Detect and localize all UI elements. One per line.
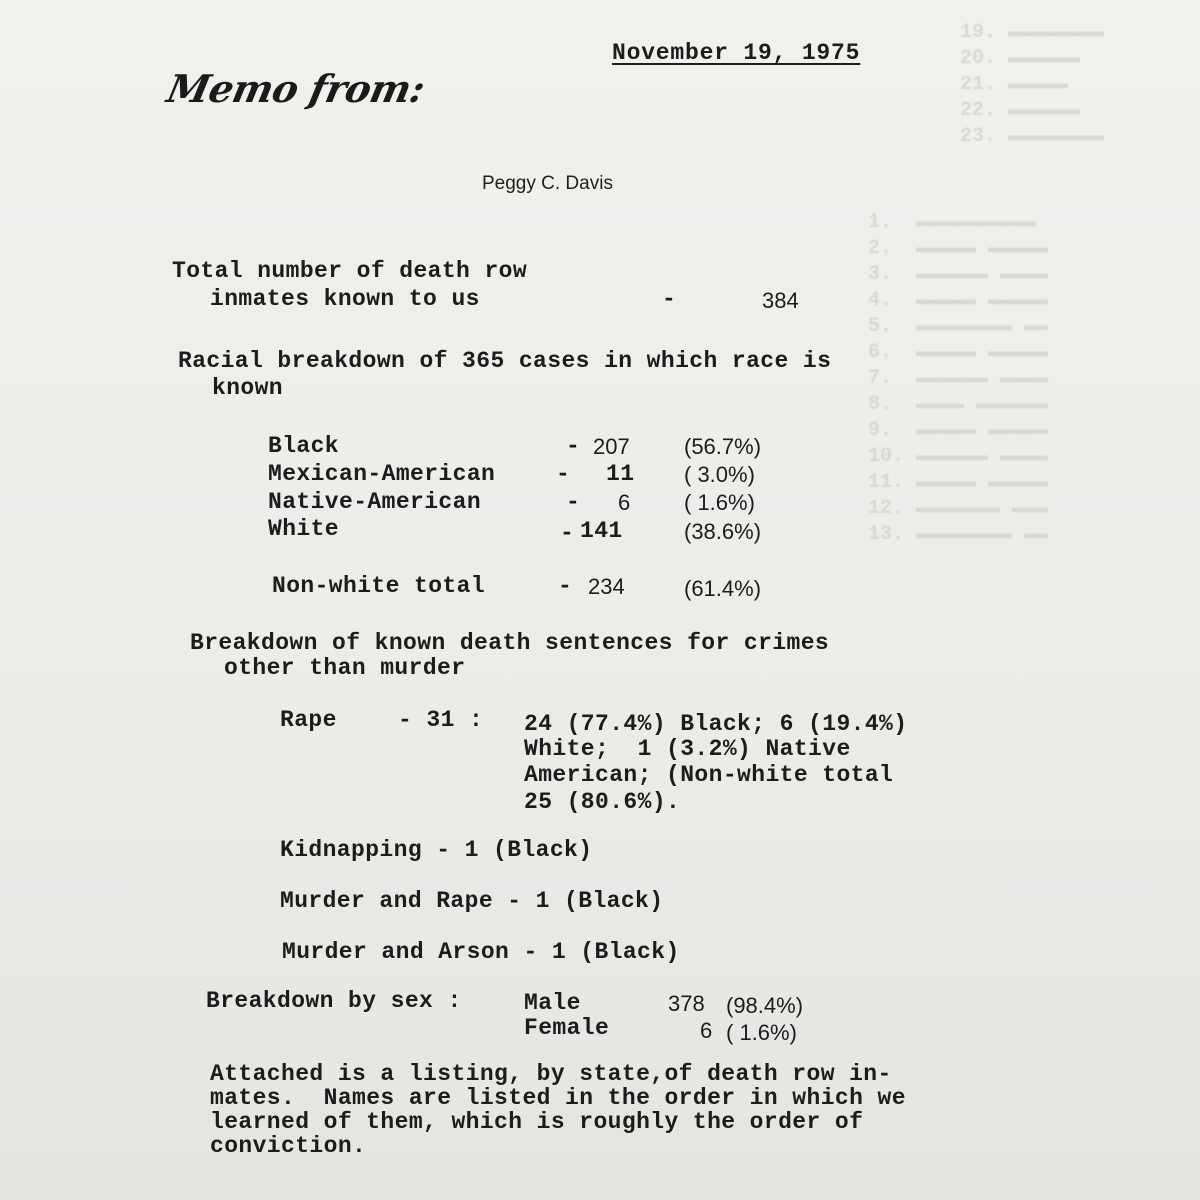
rape-detail-line3: American; (Non-white total	[524, 762, 894, 788]
memo-from-heading: Memo from:	[163, 66, 429, 111]
murder-rape-line: Murder and Rape - 1 (Black)	[280, 888, 664, 914]
memo-date: November 19, 1975	[612, 40, 861, 66]
race-pct: (56.7%)	[684, 434, 762, 459]
race-label: Native-American	[268, 489, 482, 515]
rape-detail-line4: 25 (80.6%).	[524, 789, 681, 815]
race-pct: ( 3.0%)	[684, 462, 755, 487]
total-label-line2: inmates known to us	[210, 286, 480, 312]
sex-male-label: Male	[524, 990, 581, 1016]
crimes-heading-line1: Breakdown of known death sentences for crimes	[190, 630, 830, 656]
race-label: White	[268, 516, 340, 542]
sex-male-pct: (98.4%)	[726, 993, 804, 1018]
sex-breakdown-label: Breakdown by sex :	[206, 988, 462, 1014]
sex-female-label: Female	[524, 1015, 610, 1041]
closing-line: learned of them, which is roughly the order of	[210, 1109, 864, 1135]
sex-female-pct: ( 1.6%)	[726, 1020, 797, 1045]
bleed-through-text: 19. ▬▬▬▬▬▬▬▬ 20. ▬▬▬▬▬▬ 21. ▬▬▬▬▬ 22. ▬▬▬▬▬▬ 23. ▬▬▬▬▬▬▬▬	[960, 21, 1105, 148]
total-dash: -	[662, 286, 677, 312]
sex-male-count: 378	[668, 991, 705, 1016]
race-pct: (38.6%)	[684, 519, 762, 544]
kidnapping-line: Kidnapping - 1 (Black)	[280, 837, 593, 863]
rape-detail-line2: White; 1 (3.2%) Native	[524, 736, 851, 762]
race-dash: -	[556, 461, 571, 487]
race-count: 207	[593, 434, 630, 459]
memo-author: Peggy C. Davis	[482, 173, 613, 194]
crimes-heading-line2: other than murder	[224, 655, 466, 681]
race-pct: ( 1.6%)	[684, 490, 755, 515]
rape-label: Rape	[280, 707, 337, 733]
bleed-through-text: 1. ▬▬▬▬▬▬▬▬▬▬ 2. ▬▬▬▬▬ ▬▬▬▬▬ 3. ▬▬▬▬▬▬ ▬▬▬▬ 4. ▬▬▬▬▬ ▬▬▬▬▬ 5. ▬▬▬▬▬▬▬▬ ▬▬ 6. ▬▬▬▬▬ ▬▬▬▬▬ 7. ▬▬▬▬▬▬ ▬▬▬▬ 8. ▬▬▬▬ ▬▬▬▬▬▬ 9. ▬▬▬▬▬ ▬▬▬▬▬ 10. ▬▬▬▬▬▬ ▬▬▬▬ 11. ▬▬▬▬▬ ▬▬▬▬▬ 12. ▬▬▬▬▬▬▬ ▬▬▬ 13. ▬▬▬▬▬▬▬▬ ▬▬	[868, 211, 1049, 546]
closing-line: Attached is a listing, by state,of death row in-	[210, 1061, 892, 1087]
sex-female-count: 6	[700, 1018, 713, 1043]
nonwhite-dash: -	[558, 573, 573, 599]
nonwhite-count: 234	[588, 574, 625, 599]
rape-count: - 31 :	[398, 707, 484, 733]
total-value: 384	[762, 288, 799, 313]
race-dash: -	[560, 520, 575, 546]
race-count: 6	[618, 490, 631, 515]
race-label: Black	[268, 433, 340, 459]
race-label: Mexican-American	[268, 461, 496, 487]
race-dash: -	[566, 489, 581, 515]
racial-breakdown-line2: known	[212, 375, 284, 401]
murder-arson-line: Murder and Arson - 1 (Black)	[282, 939, 680, 965]
race-count: 11	[606, 461, 635, 487]
nonwhite-pct: (61.4%)	[684, 576, 762, 601]
racial-breakdown-line1: Racial breakdown of 365 cases in which race is	[178, 348, 832, 374]
race-dash: -	[566, 433, 581, 459]
nonwhite-label: Non-white total	[272, 573, 486, 599]
closing-line: mates. Names are listed in the order in which we	[210, 1085, 906, 1111]
closing-line: conviction.	[210, 1133, 367, 1159]
race-count: 141	[580, 518, 623, 544]
rape-detail-line1: 24 (77.4%) Black; 6 (19.4%)	[524, 711, 908, 737]
total-label-line1: Total number of death row	[172, 258, 528, 284]
